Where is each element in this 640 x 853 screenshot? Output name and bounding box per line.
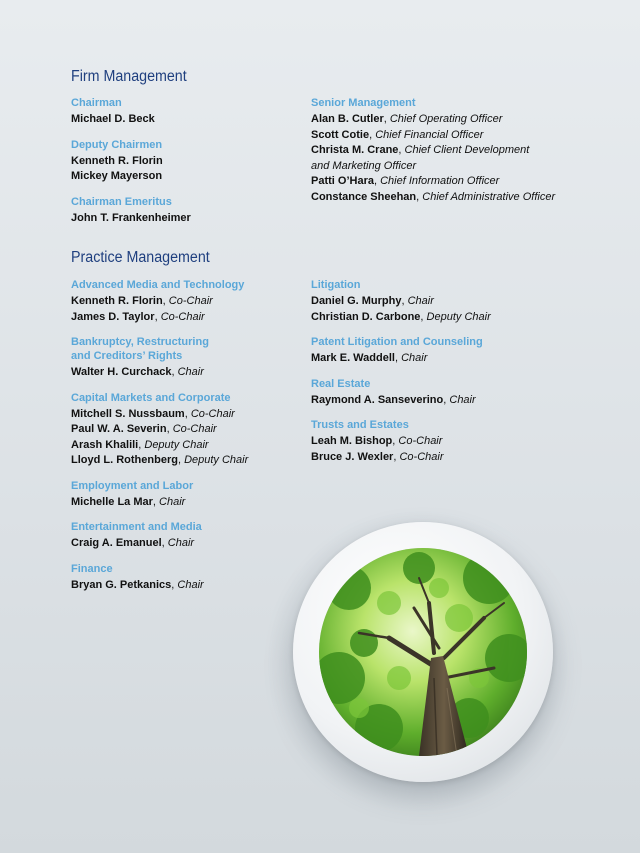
senior-management-group [311,96,581,205]
person-role: Chair [401,352,428,364]
chairman-emeritus-group [71,195,341,227]
practice-management-title: Practice Management [71,249,210,266]
person-name: Daniel G. Murphy [311,295,402,307]
person-role: Deputy Chair [184,454,249,466]
group-heading: Deputy Chairmen [71,138,163,151]
person-row [71,112,341,128]
practice-right-column [311,278,581,475]
person-role: Chair [159,495,186,508]
person-role: Chair [167,537,195,549]
group-heading: Chairman [71,97,122,109]
person-row: Craig A. Emanuel, Chair [71,537,195,549]
person-row: Lloyd L. Rothenberg, Deputy Chair [71,454,249,466]
person-name: Christa M. Crane [311,144,399,156]
person-name: Mickey Mayerson [71,170,163,182]
group-heading: Trusts and Estates [311,419,409,431]
practice-left-column [71,278,341,603]
person-role: Co-Chair [168,295,213,307]
person-name: Alan B. Cutler [311,113,384,125]
person-row: Leah M. Bishop, Co-Chair [311,435,443,447]
person-role: Co-Chair [190,407,235,420]
practice-group [71,391,341,469]
group-heading: Finance [71,562,113,575]
person-role-continued: and Marketing Officer [311,159,417,172]
person-name: Paul W. A. Severin [71,423,167,435]
person-row: Kenneth R. Florin, Co-Chair [71,295,213,307]
person-name: Kenneth R. Florin [71,295,163,307]
person-role: Chair [177,578,204,591]
practice-group [311,418,581,465]
person-role: Chief Client Development [404,144,530,156]
person-row: Michelle La Mar, Chair [71,495,186,508]
person-row: Bruce J. Wexler, Co-Chair [311,450,444,463]
person-name: Scott Cotie [311,128,370,141]
person-row: Mitchell S. Nussbaum, Co-Chair [71,407,235,420]
person-row: James D. Taylor, Co-Chair [71,310,205,323]
practice-group [311,335,581,367]
practice-group [71,278,341,325]
person-name: Constance Sheehan [311,190,417,203]
tree-canopy-image [319,548,527,756]
group-heading: Litigation [311,279,361,291]
person-name: Michelle La Mar [71,495,153,508]
person-name: Bryan G. Petkanics [71,578,172,591]
person-role: Co-Chair [399,450,444,463]
person-name: Mark E. Waddell [311,352,395,364]
practice-group [71,335,341,381]
group-heading: Real Estate [311,377,371,390]
group-heading: Patent Litigation and Counseling [311,336,483,348]
person-role: Chair [449,393,476,406]
person-row: Patti O’Hara, Chief Information Officer [311,175,500,187]
person-row: Christa M. Crane, Chief Client Development and Marketing Officer [311,144,530,172]
firm-management-title: Firm Management [71,68,187,85]
group-heading: Bankruptcy, Restructuring and Creditors’ Rights [71,336,209,362]
person-role: Chief Information Officer [380,175,500,187]
person-name: Leah M. Bishop [311,435,393,447]
person-role: Deputy Chair [426,310,491,323]
person-name: Bruce J. Wexler [311,450,394,463]
group-heading: Employment and Labor [71,479,194,492]
practice-group [311,278,581,325]
group-heading: Chairman Emeritus [71,195,172,208]
practice-group [71,479,341,511]
group-heading: Senior Management [311,97,416,109]
person-row: Mark E. Waddell, Chair [311,352,428,364]
person-name: Raymond A. Sanseverino [311,393,444,406]
person-name: Christian D. Carbone [311,310,421,323]
firm-management-left-column [71,96,341,236]
person-name: Patti O’Hara [311,175,374,187]
person-row: Walter H. Curchack, Chair [71,366,204,378]
person-name: Mitchell S. Nussbaum [71,407,185,420]
person-row: Arash Khalili, Deputy Chair [71,438,209,451]
person-row [71,169,341,185]
person-row: Paul W. A. Severin, Co-Chair [71,423,217,435]
person-row [71,154,341,170]
group-heading: Advanced Media and Technology [71,279,245,291]
person-role: Co-Chair [172,423,217,435]
group-heading: Entertainment and Media [71,521,202,533]
senior-management-column [311,96,581,215]
person-role: Chief Administrative Officer [422,190,556,203]
deputy-chairmen-group [71,138,341,185]
person-role: Chief Operating Officer [389,113,503,125]
group-heading: Capital Markets and Corporate [71,391,231,404]
person-row: Scott Cotie, Chief Financial Officer [311,128,484,141]
person-name: Lloyd L. Rothenberg [71,454,178,466]
person-role: Co-Chair [160,310,205,323]
person-row [71,211,341,227]
person-row: Bryan G. Petkanics, Chair [71,578,204,591]
person-name: Craig A. Emanuel [71,537,162,549]
person-name: James D. Taylor [71,310,155,323]
practice-group [311,377,581,409]
practice-group [71,520,341,552]
person-row: Constance Sheehan, Chief Administrative Officer [311,190,556,203]
person-role: Chief Financial Officer [375,128,484,141]
person-name: John T. Frankenheimer [71,211,191,224]
person-name: Walter H. Curchack [71,366,172,378]
person-name: Kenneth R. Florin [71,154,163,167]
tree-illustration [319,548,527,756]
person-role: Deputy Chair [144,438,209,451]
person-row: Alan B. Cutler, Chief Operating Officer [311,113,503,125]
person-row: Christian D. Carbone, Deputy Chair [311,310,491,323]
chairman-group [71,96,341,128]
person-name: Michael D. Beck [71,113,155,125]
person-row: Raymond A. Sanseverino, Chair [311,393,476,406]
person-name: Arash Khalili [71,438,139,451]
person-row: Daniel G. Murphy, Chair [311,295,434,307]
person-role: Chair [177,366,204,378]
person-role: Chair [407,295,434,307]
person-role: Co-Chair [398,435,443,447]
